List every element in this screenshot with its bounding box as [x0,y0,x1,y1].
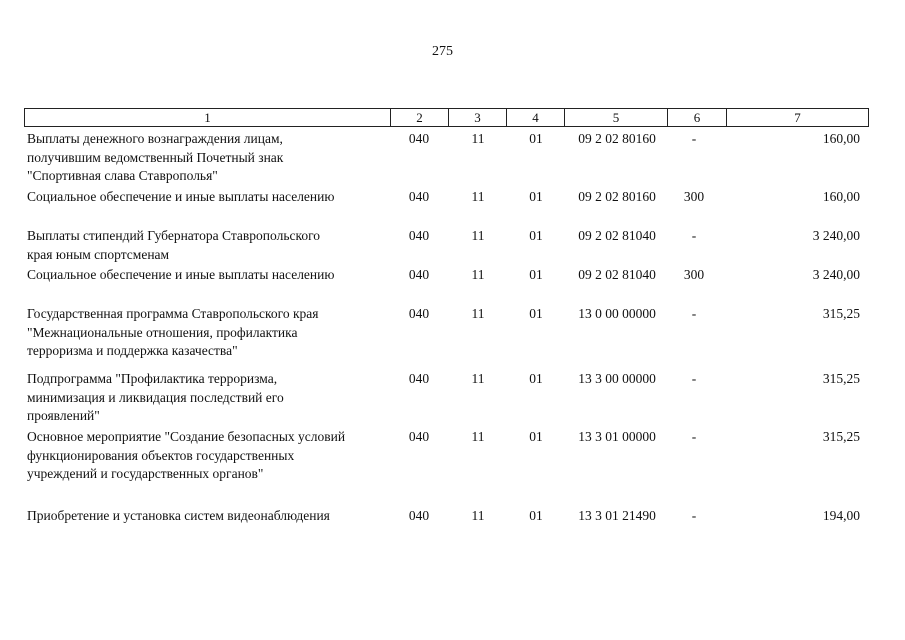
header-col-6: 6 [668,109,727,126]
cell-col-4: 01 [529,228,543,243]
cell-col-2: 040 [408,429,430,444]
cell-col-3: 11 [471,131,485,146]
cell-col-2: 040 [408,371,430,386]
cell-col-4: 01 [529,371,543,386]
cell-col-6: 300 [683,267,705,282]
cell-col-7: 315,25 [822,371,860,386]
cell-col-3: 11 [471,508,485,523]
cell-col-7: 3 240,00 [812,228,860,243]
cell-col-6: - [691,508,697,523]
cell-col-6: - [691,429,697,444]
cell-col-4: 01 [529,508,543,523]
cell-col-7: 194,00 [822,508,860,523]
row-name: Социальное обеспечение и иные выплаты населению [27,267,335,282]
row-name: Государственная программа Ставропольского края "Межнациональные отношения, профилактика терроризма и поддержка казачества" [27,306,319,358]
row-name: Подпрограмма "Профилактика терроризма, минимизация и ликвидация последствий его проявлений" [27,371,284,423]
row-name: Выплаты денежного вознаграждения лицам, получившим ведомственный Почетный знак "Спортивная слава Ставрополья" [27,131,284,183]
cell-col-4: 01 [529,131,543,146]
row-name: Выплаты стипендий Губернатора Ставропольского края юным спортсменам [27,228,321,262]
header-col-4: 4 [507,109,565,126]
cell-col-2: 040 [408,508,430,523]
cell-col-3: 11 [471,267,485,282]
cell-col-6: - [691,131,697,146]
cell-col-3: 11 [471,228,485,243]
row-name: Приобретение и установка систем видеонаблюдения [27,508,330,523]
cell-col-3: 11 [471,371,485,386]
cell-col-4: 01 [529,306,543,321]
cell-col-7: 3 240,00 [812,267,860,282]
cell-col-2: 040 [408,228,430,243]
cell-col-2: 040 [408,306,430,321]
header-col-2: 2 [391,109,449,126]
page-number: 275 [432,44,453,59]
cell-col-7: 160,00 [822,189,860,204]
cell-col-6: 300 [683,189,705,204]
cell-col-5: 09 2 02 80160 [578,131,656,146]
cell-col-4: 01 [529,189,543,204]
row-name: Социальное обеспечение и иные выплаты населению [27,189,335,204]
row-name: Основное мероприятие "Создание безопасных условий функционирования объектов государственных учреждений и государственных органов" [27,429,346,481]
cell-col-7: 315,25 [822,429,860,444]
cell-col-7: 315,25 [822,306,860,321]
cell-col-4: 01 [529,267,543,282]
cell-col-5: 09 2 02 81040 [578,228,656,243]
cell-col-6: - [691,306,697,321]
header-col-5: 5 [565,109,668,126]
cell-col-3: 11 [471,306,485,321]
cell-col-5: 09 2 02 81040 [578,267,656,282]
cell-col-3: 11 [471,189,485,204]
cell-col-2: 040 [408,267,430,282]
header-col-7: 7 [794,110,801,125]
cell-col-5: 13 3 01 00000 [578,429,656,444]
cell-col-5: 13 3 00 00000 [578,371,656,386]
cell-col-3: 11 [471,429,485,444]
header-col-1: 1 [25,109,391,126]
cell-col-2: 040 [408,131,430,146]
cell-col-5: 13 3 01 21490 [578,508,656,523]
cell-col-5: 13 0 00 00000 [578,306,656,321]
cell-col-5: 09 2 02 80160 [578,189,656,204]
cell-col-6: - [691,371,697,386]
cell-col-7: 160,00 [822,131,860,146]
header-col-3: 3 [449,109,507,126]
cell-col-4: 01 [529,429,543,444]
cell-col-2: 040 [408,189,430,204]
cell-col-6: - [691,228,697,243]
